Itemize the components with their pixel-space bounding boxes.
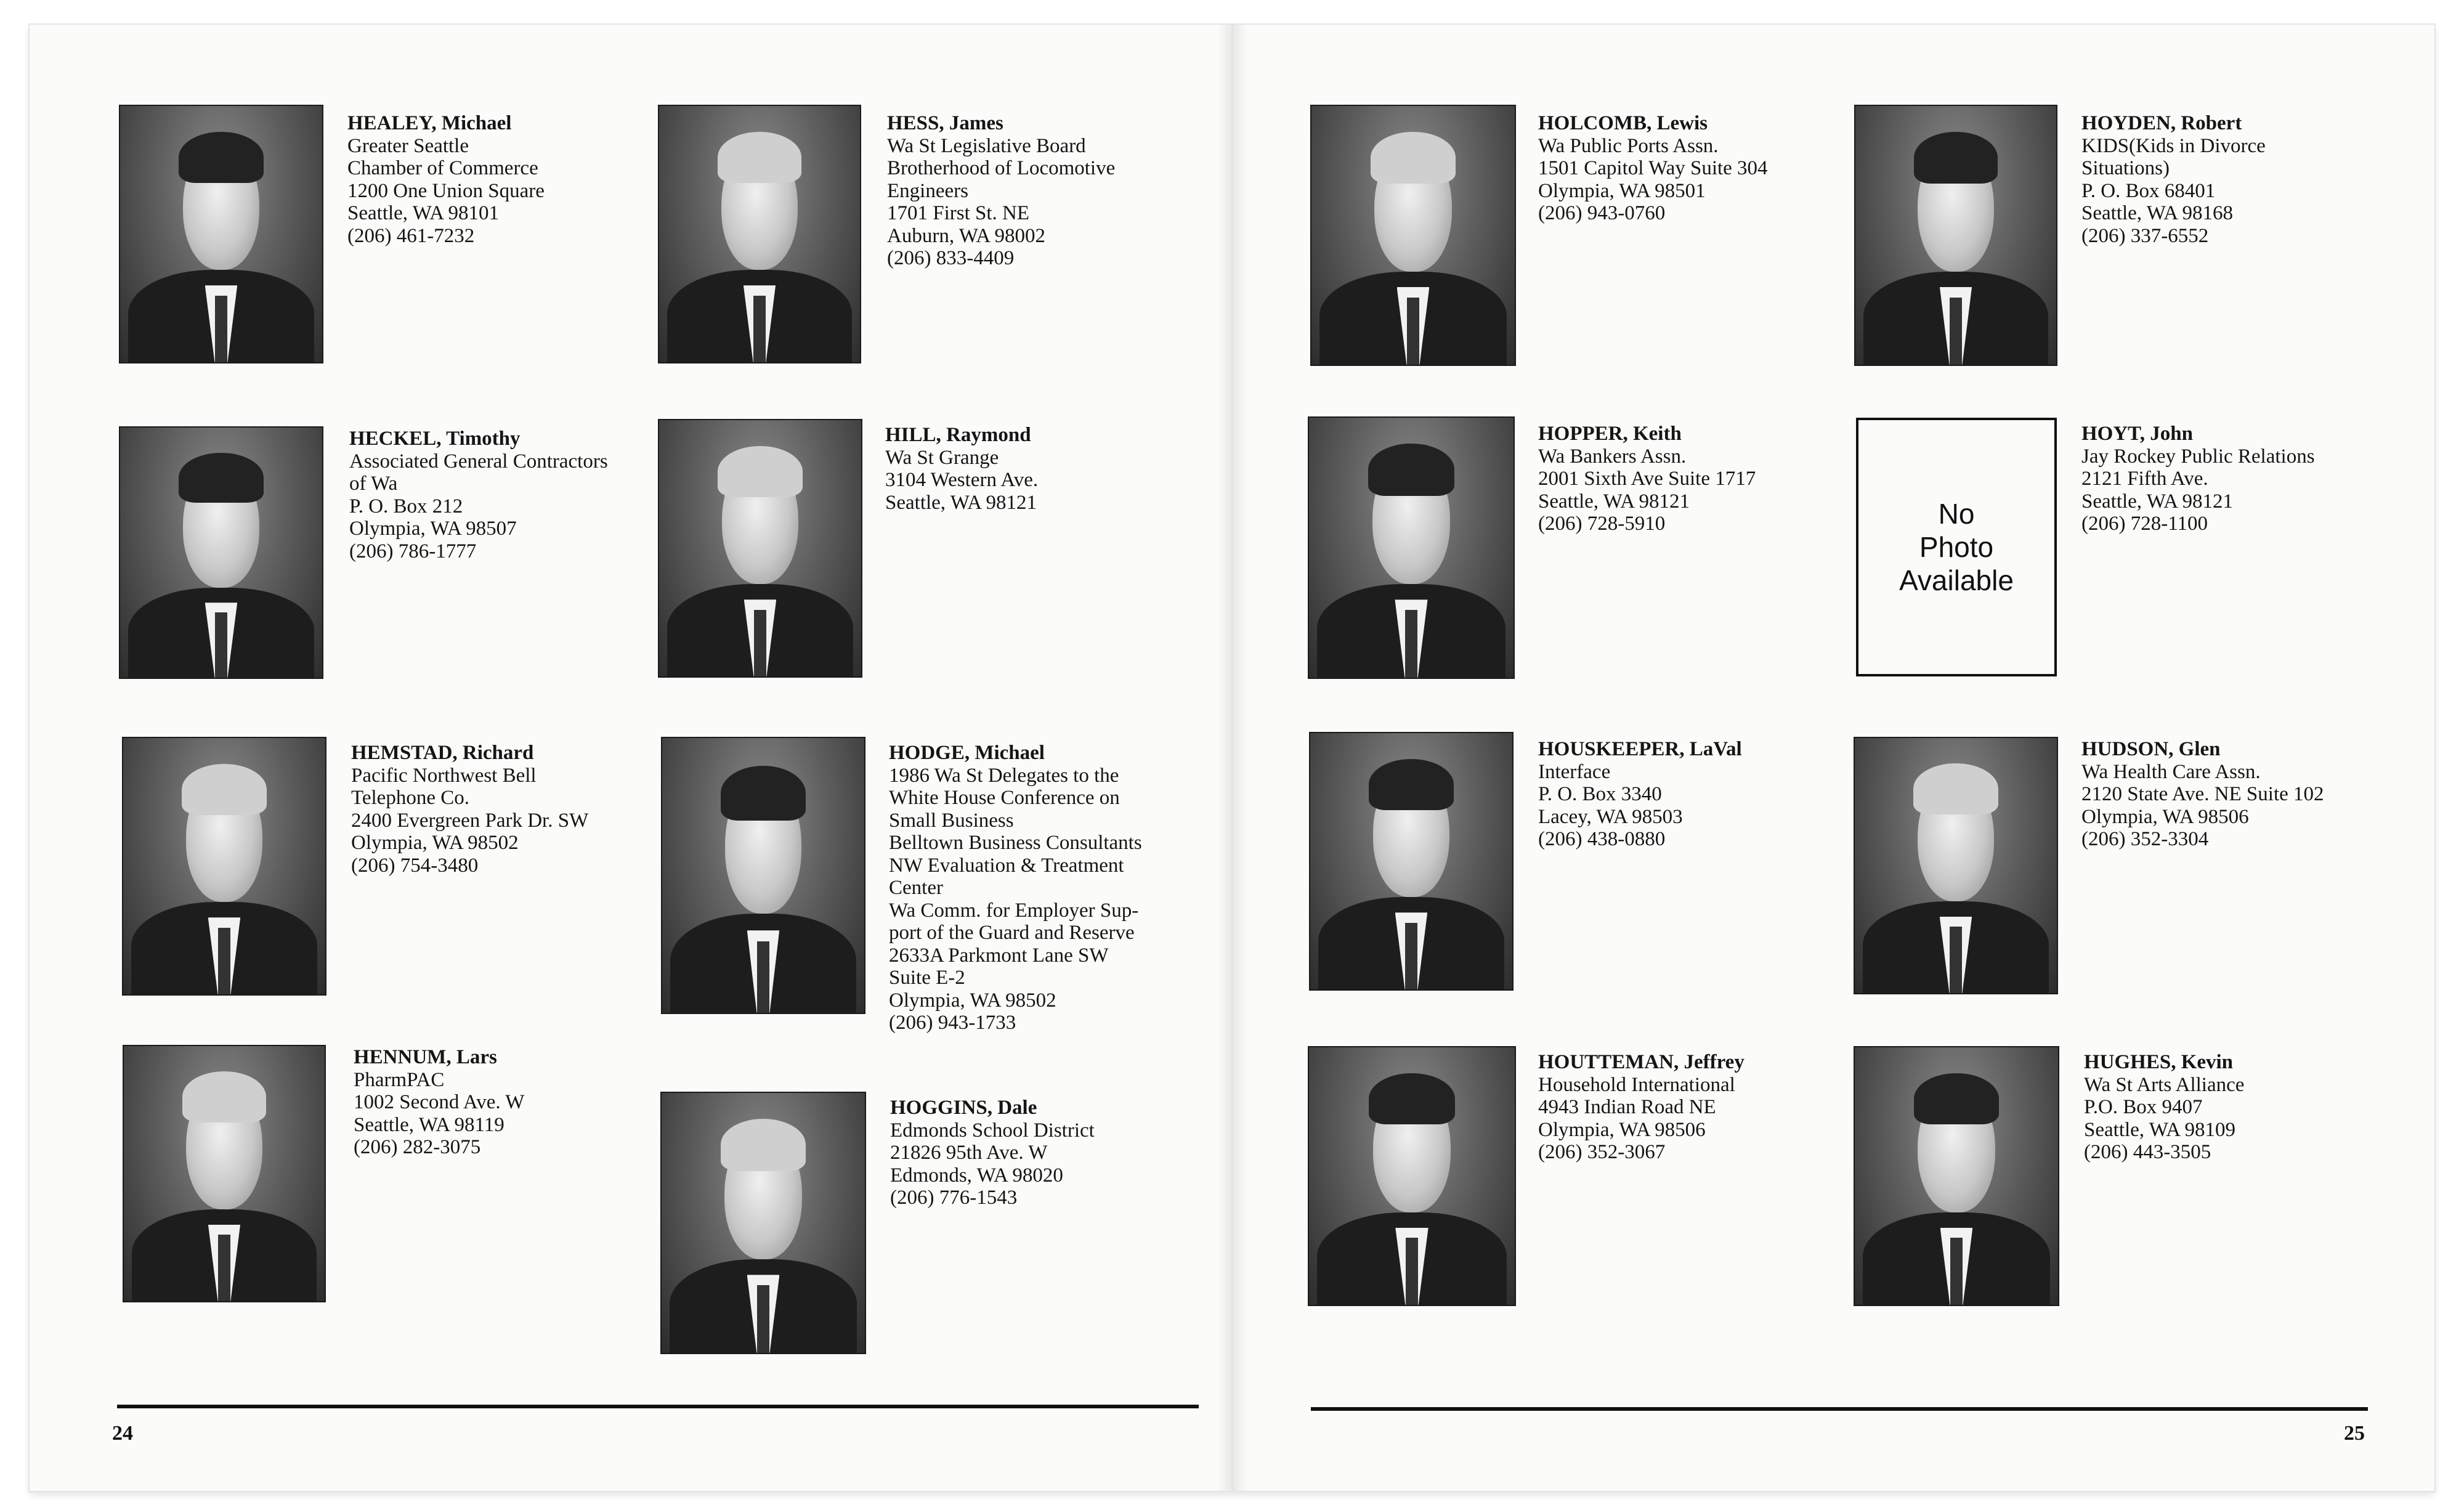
- member-name: HOUTTEMAN, Jeffrey: [1538, 1051, 1745, 1073]
- photo-hair: [1914, 1073, 2000, 1125]
- member-info: [2081, 738, 2324, 851]
- member-name: HODGE, Michael: [889, 742, 1045, 764]
- member-detail-line: Wa St Grange: [885, 446, 999, 469]
- member-detail-line: Wa St Legislative Board: [887, 134, 1086, 157]
- footer-rule: [1311, 1407, 2368, 1411]
- member-detail-line: KIDS(Kids in Divorce: [2081, 134, 2266, 157]
- photo-tie: [218, 928, 230, 994]
- member-detail-line: (206) 786-1777: [349, 540, 477, 562]
- member-name: HOYDEN, Robert: [2081, 112, 2242, 134]
- member-name: HILL, Raymond: [885, 424, 1031, 446]
- member-detail-line: 2001 Sixth Ave Suite 1717: [1538, 468, 1756, 490]
- no-photo-placeholder: [1856, 418, 2057, 676]
- member-detail-line: (206) 352-3304: [2081, 828, 2209, 850]
- member-detail-line: Olympia, WA 98502: [351, 832, 519, 854]
- member-detail-line: 2121 Fifth Ave.: [2081, 468, 2208, 490]
- member-detail-line: Greater Seattle: [347, 134, 469, 157]
- page-number: 25: [2344, 1422, 2365, 1445]
- photo-hair: [179, 453, 264, 503]
- member-photo: [122, 737, 326, 996]
- member-detail-line: Seattle, WA 98101: [347, 202, 499, 224]
- member-detail-line: (206) 728-5910: [1538, 513, 1666, 535]
- member-name: HEMSTAD, Richard: [351, 742, 534, 764]
- member-name: HOPPER, Keith: [1538, 423, 1682, 445]
- member-detail-line: Suite E-2: [889, 967, 965, 989]
- member-detail-line: P.O. Box 9407: [2084, 1096, 2203, 1118]
- member-info: [1538, 112, 1768, 225]
- member-detail-line: P. O. Box 3340: [1538, 783, 1662, 805]
- photo-tie: [1950, 298, 1962, 365]
- member-name: HOUSKEEPER, LaVal: [1538, 738, 1742, 760]
- photo-hair: [721, 1119, 806, 1171]
- member-info: [2084, 1051, 2244, 1164]
- member-info: [889, 742, 1142, 1034]
- member-detail-line: 1200 One Union Square: [347, 179, 545, 202]
- member-detail-line: Edmonds, WA 98020: [890, 1164, 1063, 1187]
- member-photo: [1309, 732, 1514, 991]
- photo-tie: [753, 296, 766, 362]
- no-photo-line: No: [1938, 498, 1975, 530]
- member-detail-line: (206) 943-0760: [1538, 202, 1666, 224]
- photo-hair: [721, 766, 806, 821]
- photo-tie: [215, 612, 227, 678]
- member-detail-line: (206) 337-6552: [2081, 224, 2209, 247]
- photo-tie: [215, 296, 227, 362]
- member-detail-line: Olympia, WA 98506: [1538, 1118, 1706, 1141]
- member-detail-line: Chamber of Commerce: [347, 157, 538, 179]
- member-detail-line: Lacey, WA 98503: [1538, 805, 1683, 828]
- member-detail-line: Pacific Northwest Bell: [351, 764, 537, 787]
- member-detail-line: 1501 Capitol Way Suite 304: [1538, 157, 1768, 179]
- member-detail-line: Interface: [1538, 760, 1611, 783]
- photo-hair: [1914, 132, 1998, 184]
- member-detail-line: Olympia, WA 98502: [889, 989, 1056, 1012]
- photo-tie: [1406, 1238, 1418, 1305]
- member-info: [349, 428, 608, 562]
- footer-rule: [117, 1405, 1199, 1408]
- member-name: HOGGINS, Dale: [890, 1097, 1037, 1119]
- member-detail-line: Center: [889, 877, 943, 899]
- photo-hair: [182, 764, 267, 815]
- member-detail-line: Wa Health Care Assn.: [2081, 760, 2261, 783]
- member-detail-line: Brotherhood of Locomotive: [887, 157, 1116, 179]
- member-detail-line: Wa Comm. for Employer Sup-: [889, 899, 1139, 922]
- member-detail-line: port of the Guard and Reserve: [889, 922, 1135, 944]
- member-detail-line: Auburn, WA 98002: [887, 224, 1045, 247]
- member-detail-line: (206) 438-0880: [1538, 828, 1666, 850]
- member-name: HUDSON, Glen: [2081, 738, 2221, 760]
- member-detail-line: Household International: [1538, 1073, 1735, 1096]
- photo-hair: [718, 132, 802, 183]
- member-photo: [1310, 105, 1516, 366]
- photo-tie: [1407, 298, 1419, 365]
- member-detail-line: of Wa: [349, 473, 398, 495]
- member-info: [2081, 112, 2266, 247]
- member-info: [351, 742, 588, 877]
- member-detail-line: 2633A Parkmont Lane SW: [889, 944, 1109, 967]
- member-detail-line: Jay Rockey Public Relations: [2081, 445, 2315, 468]
- member-detail-line: Wa Bankers Assn.: [1538, 445, 1687, 468]
- member-detail-line: Small Business: [889, 809, 1014, 832]
- member-detail-line: NW Evaluation & Treatment: [889, 854, 1124, 877]
- member-info: [2081, 423, 2315, 535]
- member-photo: [1854, 737, 2058, 994]
- member-detail-line: Olympia, WA 98501: [1538, 179, 1706, 202]
- member-photo: [119, 426, 323, 679]
- member-detail-line: Olympia, WA 98506: [2081, 805, 2249, 828]
- member-detail-line: (206) 943-1733: [889, 1012, 1016, 1034]
- member-info: [887, 112, 1115, 270]
- member-detail-line: White House Conference on: [889, 787, 1120, 809]
- member-photo: [123, 1045, 326, 1302]
- member-detail-line: 2400 Evergreen Park Dr. SW: [351, 809, 589, 832]
- member-detail-line: Associated General Contractors: [349, 450, 608, 473]
- member-detail-line: Seattle, WA 98119: [354, 1113, 505, 1136]
- photo-hair: [1368, 444, 1454, 495]
- member-detail-line: 1701 First St. NE: [887, 202, 1030, 224]
- member-info: [885, 424, 1038, 514]
- member-info: [890, 1097, 1095, 1209]
- member-detail-line: Wa Public Ports Assn.: [1538, 134, 1719, 157]
- member-detail-line: 4943 Indian Road NE: [1538, 1096, 1716, 1118]
- page-number: 24: [112, 1422, 133, 1445]
- member-info: [1538, 1051, 1745, 1164]
- member-detail-line: 21826 95th Ave. W: [890, 1142, 1048, 1164]
- member-detail-line: 3104 Western Ave.: [885, 469, 1039, 491]
- member-photo: [658, 105, 861, 363]
- member-detail-line: (206) 461-7232: [347, 224, 475, 247]
- member-detail-line: (206) 728-1100: [2081, 513, 2208, 535]
- member-photo: [1308, 1046, 1516, 1306]
- photo-hair: [1369, 759, 1454, 810]
- member-detail-line: (206) 443-3505: [2084, 1141, 2211, 1163]
- member-info: [1538, 423, 1756, 535]
- member-detail-line: Edmonds School District: [890, 1119, 1095, 1142]
- member-detail-line: Olympia, WA 98507: [349, 518, 517, 540]
- member-detail-line: PharmPAC: [354, 1068, 445, 1091]
- member-detail-line: (206) 282-3075: [354, 1136, 481, 1158]
- member-name: HENNUM, Lars: [354, 1046, 497, 1068]
- photo-tie: [757, 1285, 769, 1353]
- member-photo: [119, 105, 323, 363]
- photo-tie: [757, 941, 769, 1013]
- no-photo-text: [1899, 497, 2014, 597]
- member-photo: [660, 1092, 866, 1354]
- no-photo-line: Available: [1899, 564, 2014, 596]
- photo-hair: [718, 446, 803, 497]
- member-info: [347, 112, 545, 247]
- no-photo-line: Photo: [1919, 531, 1994, 563]
- member-detail-line: 2120 State Ave. NE Suite 102: [2081, 783, 2324, 805]
- member-detail-line: 1002 Second Ave. W: [354, 1091, 525, 1113]
- member-detail-line: Telephone Co.: [351, 787, 469, 809]
- page-25: [1233, 25, 2434, 1491]
- photo-hair: [182, 1071, 267, 1122]
- photo-hair: [1371, 132, 1456, 184]
- photo-tie: [1950, 1238, 1963, 1305]
- member-detail-line: Seattle, WA 98109: [2084, 1118, 2235, 1141]
- member-photo: [658, 419, 862, 678]
- photo-hair: [179, 132, 264, 183]
- member-detail-line: P. O. Box 68401: [2081, 179, 2216, 202]
- member-detail-line: Seattle, WA 98121: [885, 491, 1037, 514]
- member-detail-line: Belltown Business Consultants: [889, 832, 1142, 854]
- photo-hair: [1913, 763, 1998, 814]
- member-name: HEALEY, Michael: [347, 112, 512, 134]
- member-name: HOYT, John: [2081, 423, 2193, 445]
- member-photo: [1854, 1046, 2059, 1306]
- photo-tie: [218, 1235, 230, 1301]
- member-info: [1538, 738, 1742, 851]
- photo-tie: [1405, 610, 1417, 678]
- member-photo: [1308, 416, 1515, 679]
- photo-tie: [1405, 923, 1417, 989]
- member-photo: [1854, 105, 2057, 366]
- member-name: HOLCOMB, Lewis: [1538, 112, 1708, 134]
- member-detail-line: Situations): [2081, 157, 2170, 179]
- photo-tie: [1950, 927, 1962, 993]
- member-info: [354, 1046, 524, 1159]
- member-detail-line: (206) 352-3067: [1538, 1141, 1666, 1163]
- member-detail-line: (206) 776-1543: [890, 1187, 1018, 1209]
- member-detail-line: Seattle, WA 98121: [2081, 490, 2233, 513]
- member-detail-line: (206) 833-4409: [887, 247, 1015, 269]
- photo-tie: [754, 610, 766, 676]
- photo-hair: [1369, 1073, 1455, 1125]
- member-detail-line: Wa St Arts Alliance: [2084, 1073, 2245, 1096]
- member-detail-line: Seattle, WA 98121: [1538, 490, 1690, 513]
- member-detail-line: 1986 Wa St Delegates to the: [889, 764, 1119, 787]
- member-name: HUGHES, Kevin: [2084, 1051, 2234, 1073]
- member-detail-line: Engineers: [887, 179, 968, 202]
- member-photo: [661, 737, 865, 1014]
- member-name: HESS, James: [887, 112, 1003, 134]
- page-24: [30, 25, 1233, 1491]
- member-detail-line: Seattle, WA 98168: [2081, 202, 2233, 224]
- member-name: HECKEL, Timothy: [349, 428, 521, 450]
- member-detail-line: P. O. Box 212: [349, 495, 463, 518]
- member-detail-line: (206) 754-3480: [351, 854, 479, 877]
